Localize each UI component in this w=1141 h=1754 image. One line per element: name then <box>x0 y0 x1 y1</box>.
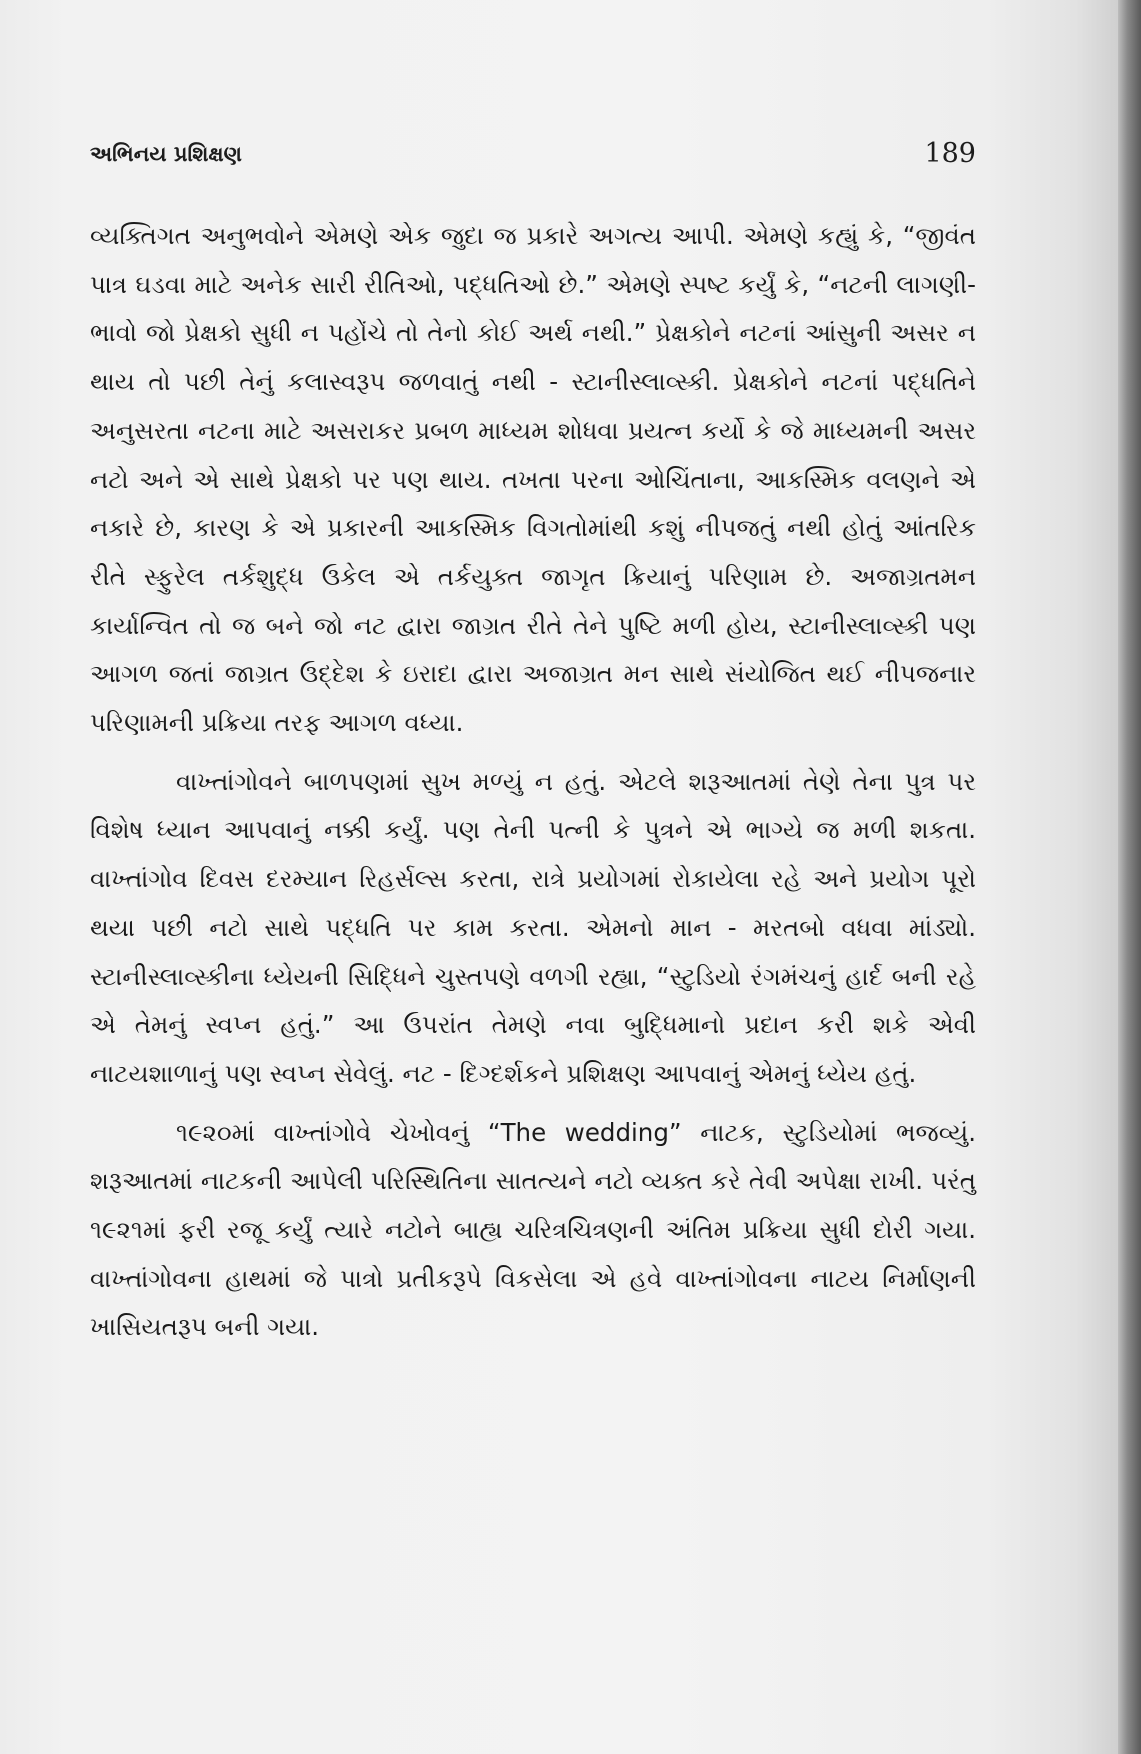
paragraph: વાખ્તાંગોવને બાળપણમાં સુખ મળ્યું ન હતું. એટલે શરૂઆતમાં તેણે તેના પુત્ર પર વિશેષ ધ્યાન આપવાનું નક્કી કર્યું. પણ તેની પત્ની કે પુત્રને એ ભાગ્યે જ મળી શકતા. વાખ્તાંગોવ દિવસ દરમ્યાન રિહર્સલ્સ કરતા, રાત્રે પ્રયોગમાં રોકાયેલા રહે અને પ્રયોગ પૂરો થયા પછી નટો સાથે પદ્ધતિ પર કામ કરતા. એમનો માન - મરતબો વધવા માંડ્યો. સ્ટાનીસ્લાવ્સ્કીના ધ્યેયની સિદ્ધિને ચુસ્તપણે વળગી રહ્યા, “સ્ટુડિયો રંગમંચનું હાર્દ બની રહે એ તેમનું સ્વપ્ન હતું.” આ ઉપરાંત તેમણે નવા બુદ્ધિમાનો પ્રદાન કરી શકે એવી નાટયશાળાનું પણ સ્વપ્ન સેવેલું. નટ - દિગ્દર્શકને પ્રશિક્ષણ આપવાનું એમનું ધ્યેય હતું. <box>90 766 976 1088</box>
page-edge-shadow <box>1118 0 1141 1754</box>
paragraph: વ્યક્તિગત અનુભવોને એમણે એક જુદા જ પ્રકારે અગત્ય આપી. એમણે કહ્યું કે, “જીવંત પાત્ર ઘડવા માટે અનેક સારી રીતિઓ, પદ્ધતિઓ છે.” એમણે સ્પષ્ટ કર્યું કે, “નટની લાગણી-ભાવો જો પ્રેક્ષકો સુધી ન પહોંચે તો તેનો કોઈ અર્થ નથી.” પ્રેક્ષકોને નટનાં આંસુની અસર ન થાય તો પછી તેનું કલાસ્વરૂપ જળવાતું નથી - સ્ટાનીસ્લાવ્સ્કી. પ્રેક્ષકોને નટનાં પદ્ધતિને અનુસરતા નટના માટે અસરાકર પ્રબળ માધ્યમ શોધવા પ્રયત્ન કર્યો કે જે માધ્યમની અસર નટો અને એ સાથે પ્રેક્ષકો પર પણ થાય. તખતા પરના ઓચિંતાના, આકસ્મિક વલણને એ નકારે છે, કારણ કે એ પ્રકારની આકસ્મિક વિગતોમાંથી કશું નીપજતું નથી હોતું આંતરિક રીતે સ્ફુરેલ તર્કશુદ્ધ ઉકેલ એ તર્કયુક્ત જાગૃત ક્રિયાનું પરિણામ છે. અજાગ્રતમન કાર્યાન્વિત તો જ બને જો નટ દ્વારા જાગ્રત રીતે તેને પુષ્ટિ મળી હોય, સ્ટાનીસ્લાવ્સ્કી પણ આગળ જતાં જાગ્રત ઉદ્દેશ કે ઇરાદા દ્વારા અજાગ્રત મન સાથે સંયોજિત થઈ નીપજનાર પરિણામની પ્રક્રિયા તરફ આગળ વધ્યા. <box>90 221 976 738</box>
body-text <box>90 212 976 1362</box>
paragraph: ૧૯૨૦માં વાખ્તાંગોવે ચેખોવનું “The wedding” નાટક, સ્ટુડિયોમાં ભજવ્યું. શરૂઆતમાં નાટકની આપેલી પરિસ્થિતિના સાતત્યને નટો વ્યક્ત કરે તેવી અપેક્ષા રાખી. પરંતુ ૧૯૨૧માં ફરી રજૂ કર્યું ત્યારે નટોને બાહ્ય ચરિત્રચિત્રણની અંતિમ પ્રક્રિયા સુધી દોરી ગયા. વાખ્તાંગોવના હાથમાં જે પાત્રો પ્રતીકરૂપે વિકસેલા એ હવે વાખ્તાંગોવના નાટય નિર્માણની ખાસિયતરૂપ બની ગયા. <box>90 1117 976 1342</box>
running-title: અભિનય પ્રશિક્ષણ <box>90 142 242 166</box>
page-number: 189 <box>924 138 976 169</box>
page-header <box>90 138 976 188</box>
